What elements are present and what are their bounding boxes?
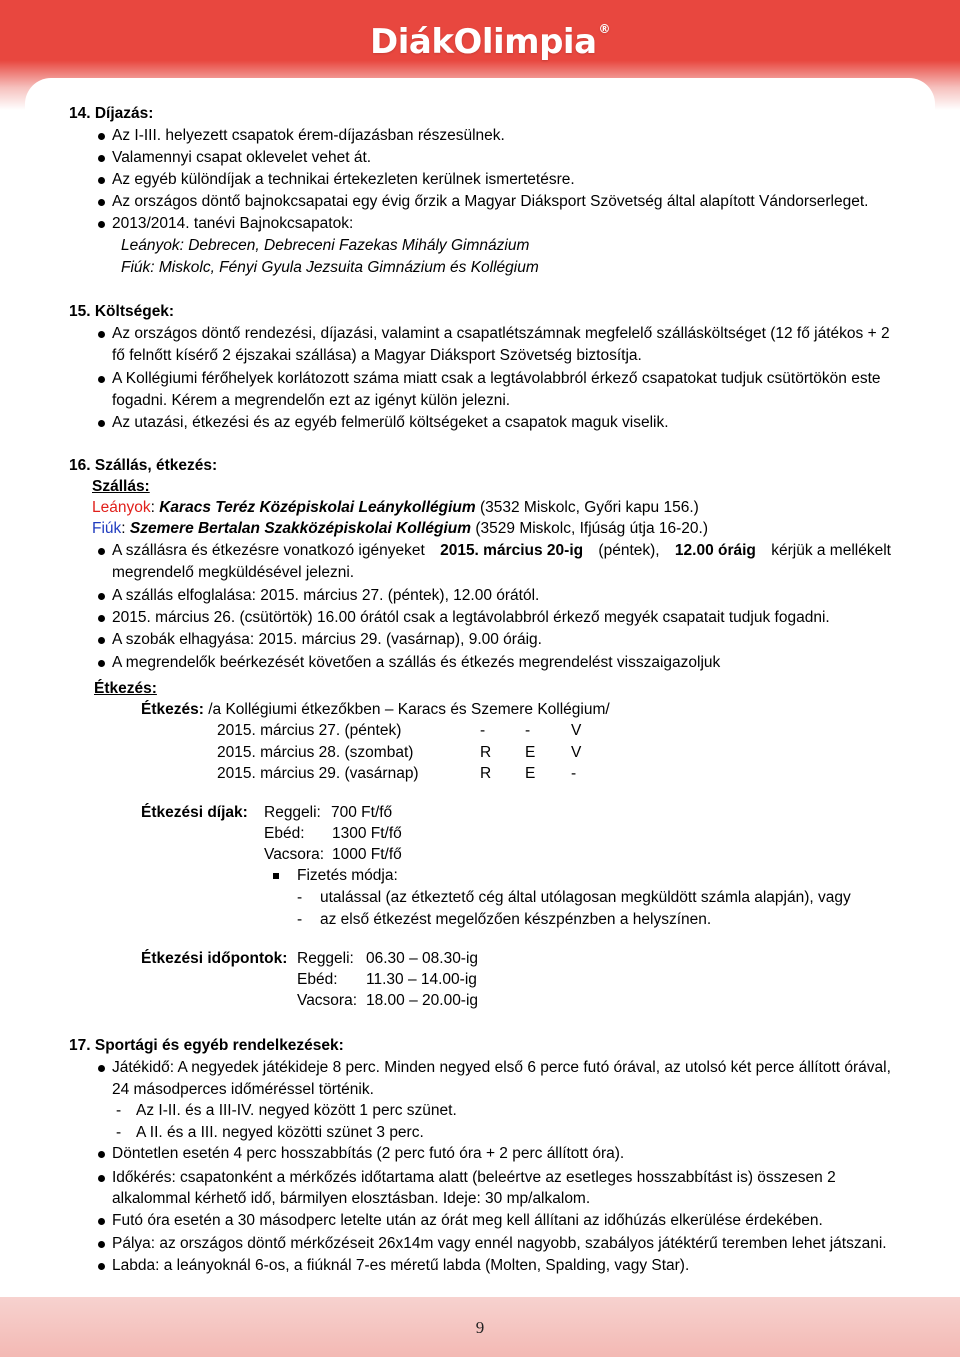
dash-item: A II. és a III. negyed közötti szünet 3 perc. <box>136 1124 424 1141</box>
bullet-icon <box>98 548 105 555</box>
boys-accommodation: Fiúk: Szemere Bertalan Szakközépiskolai Kollégium (3529 Miskolc, Ifjúság útja 16-20.) <box>92 520 708 537</box>
champion-girls: Leányok: Debrecen, Debreceni Fazekas Mihály Gimnázium <box>121 237 530 254</box>
list-item: Az országos döntő bajnokcsapatai egy évig őrzik a Magyar Diáksport Szövetség által alapított Vándorserleget. <box>112 193 869 210</box>
list-item: Döntetlen esetén 4 perc hosszabbítás (2 perc futó óra + 2 perc állított óra). <box>112 1145 625 1162</box>
fee-price: 1300 Ft/fő <box>332 825 402 842</box>
fee-name: Reggeli: <box>264 804 321 821</box>
paragraph-line: fő felnőtt kísérő 2 éjszakai szállása) a Magyar Diáksport Szövetség biztosítja. <box>112 347 642 364</box>
paragraph-line: Az utazási, étkezési és az egyéb felmerülő költségeket a csapatok maguk viselik. <box>112 414 669 431</box>
paragraph-line: Időkérés: csapatonként a mérkőzés időtartama alatt (beleértve az esetleges hosszabbítást is) összesen 2 <box>112 1169 836 1186</box>
bullet-icon <box>98 199 105 206</box>
meal-dinner: V <box>571 722 582 739</box>
meal-lunch: E <box>525 744 536 761</box>
list-item: Futó óra esetén a 30 másodperc letelte után az órát meg kell állítani az időhúzás elkerülése érdekében. <box>112 1212 823 1229</box>
fees-label: Étkezési díjak: <box>141 804 248 821</box>
time-value: 18.00 – 20.00-ig <box>366 992 479 1009</box>
time-name: Ebéd: <box>297 971 338 988</box>
bullet-icon <box>98 1065 105 1072</box>
bullet-icon <box>98 177 105 184</box>
champion-boys: Fiúk: Miskolc, Fényi Gyula Jezsuita Gimnázium és Kollégium <box>121 259 539 276</box>
bullet-icon <box>98 637 105 644</box>
bullet-icon <box>98 133 105 140</box>
bullet-icon <box>98 660 105 667</box>
paragraph-line: Az országos döntő rendezési, díjazási, valamint a csapatlétszámnak megfelelő szállásköltséget (12 fő játékos + 2 <box>112 325 890 342</box>
paragraph-line: A szállásra és étkezésre vonatkozó igényeket 2015. március 20-ig (péntek), 12.00 óráig kérjük a mellékelt <box>112 542 891 559</box>
meal-breakfast: R <box>480 744 492 761</box>
fee-price: 700 Ft/fő <box>331 804 393 821</box>
paragraph-line: fogadni. Kérem a megrendelőn ezt az igényt külön jelezni. <box>112 392 511 409</box>
dash-item: Az I-II. és a III-IV. negyed között 1 perc szünet. <box>136 1102 457 1119</box>
dash-icon: - <box>116 1102 122 1119</box>
fee-name: Vacsora: <box>264 846 325 863</box>
list-item: A szállás elfoglalása: 2015. március 27. (péntek), 12.00 órától. <box>112 587 540 604</box>
bullet-icon <box>98 1151 105 1158</box>
meal-dinner: - <box>571 765 577 782</box>
meal-breakfast: R <box>480 765 492 782</box>
list-item: 2013/2014. tanévi Bajnokcsapatok: <box>112 215 354 232</box>
fee-name: Ebéd: <box>264 825 305 842</box>
list-item: A szobák elhagyása: 2015. március 29. (vasárnap), 9.00 óráig. <box>112 631 542 648</box>
bullet-icon <box>98 1263 105 1270</box>
page-header <box>0 0 960 110</box>
dash-icon: - <box>297 911 303 928</box>
dash-icon: - <box>116 1124 122 1141</box>
bullet-icon <box>98 615 105 622</box>
meal-dinner: V <box>571 744 582 761</box>
meal-lunch: - <box>525 722 531 739</box>
bullet-icon <box>98 331 105 338</box>
etkezes-heading: Étkezés: <box>94 680 157 697</box>
square-bullet-icon <box>273 873 279 879</box>
section-17-title: 17. Sportági és egyéb rendelkezések: <box>69 1037 344 1054</box>
payment-option: az első étkezést megelőzően készpénzben a helyszínen. <box>320 911 712 928</box>
dash-icon: - <box>297 889 303 906</box>
meal-lunch: E <box>525 765 536 782</box>
page-number: 9 <box>475 1318 485 1337</box>
list-item: Valamennyi csapat oklevelet vehet át. <box>112 149 372 166</box>
section-16-title: 16. Szállás, étkezés: <box>69 457 218 474</box>
meal-date: 2015. március 29. (vasárnap) <box>217 765 419 782</box>
list-item: 2015. március 26. (csütörtök) 16.00 órától csak a legtávolabbról érkező megyék csapatait tudjuk fogadni. <box>112 609 830 626</box>
paragraph-line: Játékidő: A negyedek játékideje 8 perc. Minden negyed első 6 perce futó órával, az utolsó két perce állított órával, <box>112 1059 891 1076</box>
etkezes-intro: Étkezés: /a Kollégiumi étkezőkben – Karacs és Szemere Kollégium/ <box>141 701 610 718</box>
list-item: A megrendelők beérkezését követően a szállás és étkezés megrendelést visszaigazoljuk <box>112 654 721 671</box>
bullet-icon <box>98 1175 105 1182</box>
time-value: 11.30 – 14.00-ig <box>366 971 477 988</box>
paragraph-line: A Kollégiumi férőhelyek korlátozott száma miatt csak a legtávolabbról érkező csapatokat tudjuk csütörtökön este <box>112 370 881 387</box>
girls-accommodation: Leányok: Karacs Teréz Középiskolai Leánykollégium (3532 Miskolc, Győri kapu 156.) <box>92 499 699 516</box>
szallas-heading: Szállás: <box>92 478 150 495</box>
times-label: Étkezési időpontok: <box>141 950 288 967</box>
time-name: Reggeli: <box>297 950 354 967</box>
bullet-icon <box>98 221 105 228</box>
list-item: Az I-III. helyezett csapatok érem-díjazásban részesülnek. <box>112 127 505 144</box>
bullet-icon <box>98 420 105 427</box>
bullet-icon <box>98 155 105 162</box>
bullet-icon <box>98 1218 105 1225</box>
bullet-icon <box>98 376 105 383</box>
list-item: Labda: a leányoknál 6-os, a fiúknál 7-es méretű labda (Molten, Spalding, vagy Star). <box>112 1257 690 1274</box>
fee-price: 1000 Ft/fő <box>332 846 402 863</box>
diakolimpia-logo: DiákOlimpia ® <box>370 22 611 62</box>
section-15-title: 15. Költségek: <box>69 303 175 320</box>
list-item: Pálya: az országos döntő mérkőzéseit 26x14m vagy ennél nagyobb, szabályos játéktérű teremben lehet játszani. <box>112 1235 887 1252</box>
bullet-icon <box>98 593 105 600</box>
meal-breakfast: - <box>480 722 486 739</box>
time-name: Vacsora: <box>297 992 358 1009</box>
bullet-icon <box>98 1241 105 1248</box>
payment-option: utalással (az étkeztető cég által utólagosan megküldött számla alapján), vagy <box>320 889 851 906</box>
paragraph-line: megrendelő megküldésével jelezni. <box>112 564 355 581</box>
paragraph-line: alkalommal kérhető idő, bármilyen elosztásban. Ideje: 30 mp/alkalom. <box>112 1190 591 1207</box>
payment-label: Fizetés módja: <box>297 867 398 884</box>
list-item: Az egyéb különdíjak a technikai értekezleten kerülnek ismertetésre. <box>112 171 575 188</box>
meal-date: 2015. március 28. (szombat) <box>217 744 414 761</box>
meal-date: 2015. március 27. (péntek) <box>217 722 402 739</box>
time-value: 06.30 – 08.30-ig <box>366 950 479 967</box>
section-14-title: 14. Díjazás: <box>69 105 154 122</box>
paragraph-line: 24 másodperces időméréssel történik. <box>112 1081 374 1098</box>
